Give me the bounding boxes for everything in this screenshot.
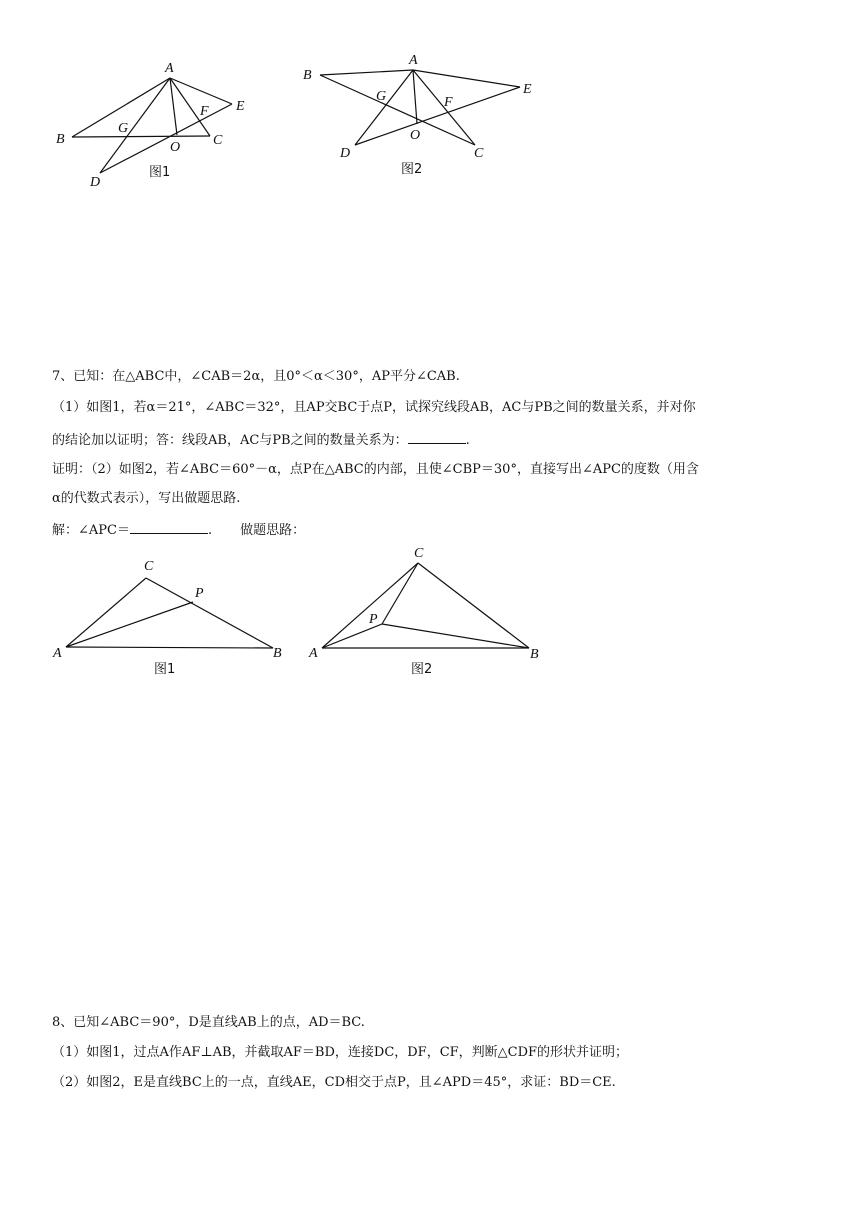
label-B: B xyxy=(56,132,65,147)
label-C: C xyxy=(474,146,484,161)
label-D: D xyxy=(340,146,351,161)
q7-line-3-end: . xyxy=(465,433,470,448)
segment-AO xyxy=(413,70,417,124)
figure-caption: 图2 xyxy=(401,162,423,177)
label-P: P xyxy=(369,612,378,627)
q7-answer-end: . xyxy=(207,523,213,538)
q7-line-4: 证明：（2）如图2，若∠ABC＝60°－α，点P在△ABC的内部，且使∠CBP＝30°，直接写出∠APC的度数（用含 xyxy=(52,462,699,477)
q7-line-3-text: 的结论加以证明；答：线段AB，AC与PB之间的数量关系为： xyxy=(52,433,408,448)
label-C: C xyxy=(414,546,424,561)
top-figure-1 xyxy=(50,55,260,190)
segment-CB xyxy=(146,578,273,648)
segment-CB xyxy=(418,563,529,648)
segment-PC xyxy=(382,563,418,624)
label-A: A xyxy=(309,646,318,661)
segment-BC xyxy=(72,136,210,137)
q7-line-6 xyxy=(52,520,305,540)
label-D: D xyxy=(90,175,101,190)
figure-caption: 图2 xyxy=(411,662,433,677)
segment-AP xyxy=(322,624,382,648)
label-A: A xyxy=(53,646,62,661)
label-A: A xyxy=(409,53,418,68)
figure-caption: 图1 xyxy=(149,165,171,180)
segment-BA xyxy=(320,70,413,75)
label-G: G xyxy=(376,89,387,104)
q7-line-2: （1）如图1，若α＝21°，∠ABC＝32°，且AP交BC于点P，试探究线段AB，AC与PB之间的数量关系，并对你 xyxy=(52,400,696,415)
label-P: P xyxy=(195,586,204,601)
segment-AC xyxy=(66,578,146,647)
q8-line-3: （2）如图2，E是直线BC上的一点，直线AE，CD相交于点P，且∠APD＝45°，求证：BD＝CE. xyxy=(52,1075,616,1090)
label-B: B xyxy=(303,68,312,83)
q7-figure-1 xyxy=(48,555,293,680)
segment-AB xyxy=(66,647,273,648)
q7-line-1: 7、已知：在△ABC中，∠CAB＝2α，且0°＜α＜30°，AP平分∠CAB. xyxy=(52,369,460,384)
q8-line-1: 8、已知∠ABC＝90°，D是直线AB上的点，AD＝BC. xyxy=(52,1015,365,1030)
label-O: O xyxy=(170,140,181,155)
label-C: C xyxy=(213,133,223,148)
q7-line-3 xyxy=(52,430,470,450)
segment-AE xyxy=(413,70,520,87)
label-F: F xyxy=(444,95,453,110)
label-A: A xyxy=(165,61,174,76)
label-B: B xyxy=(530,647,539,662)
answer-blank[interactable] xyxy=(408,430,466,444)
segment-AD xyxy=(355,70,413,145)
q7-figure-2 xyxy=(305,540,555,680)
label-E: E xyxy=(523,82,532,97)
segment-BC xyxy=(320,75,475,145)
q7-line-5: α的代数式表示），写出做题思路. xyxy=(52,491,241,506)
segment-AC xyxy=(322,563,418,648)
figure-caption: 图1 xyxy=(154,662,176,677)
segment-AD xyxy=(100,78,170,173)
q7-answer-label: 解：∠APC＝ xyxy=(52,523,130,538)
answer-blank[interactable] xyxy=(130,520,208,534)
label-G: G xyxy=(118,121,129,136)
q7-approach-label: 做题思路： xyxy=(240,523,306,538)
label-O: O xyxy=(410,128,421,143)
label-C: C xyxy=(144,559,154,574)
label-B: B xyxy=(273,646,282,661)
q8-line-2: （1）如图1，过点A作AF⊥AB，并截取AF＝BD，连接DC，DF，CF，判断△CDF的形状并证明； xyxy=(52,1045,629,1060)
segment-AP xyxy=(66,602,193,647)
top-figure-2 xyxy=(295,48,545,178)
segment-PB xyxy=(382,624,529,648)
label-E: E xyxy=(236,99,245,114)
label-F: F xyxy=(200,104,209,119)
